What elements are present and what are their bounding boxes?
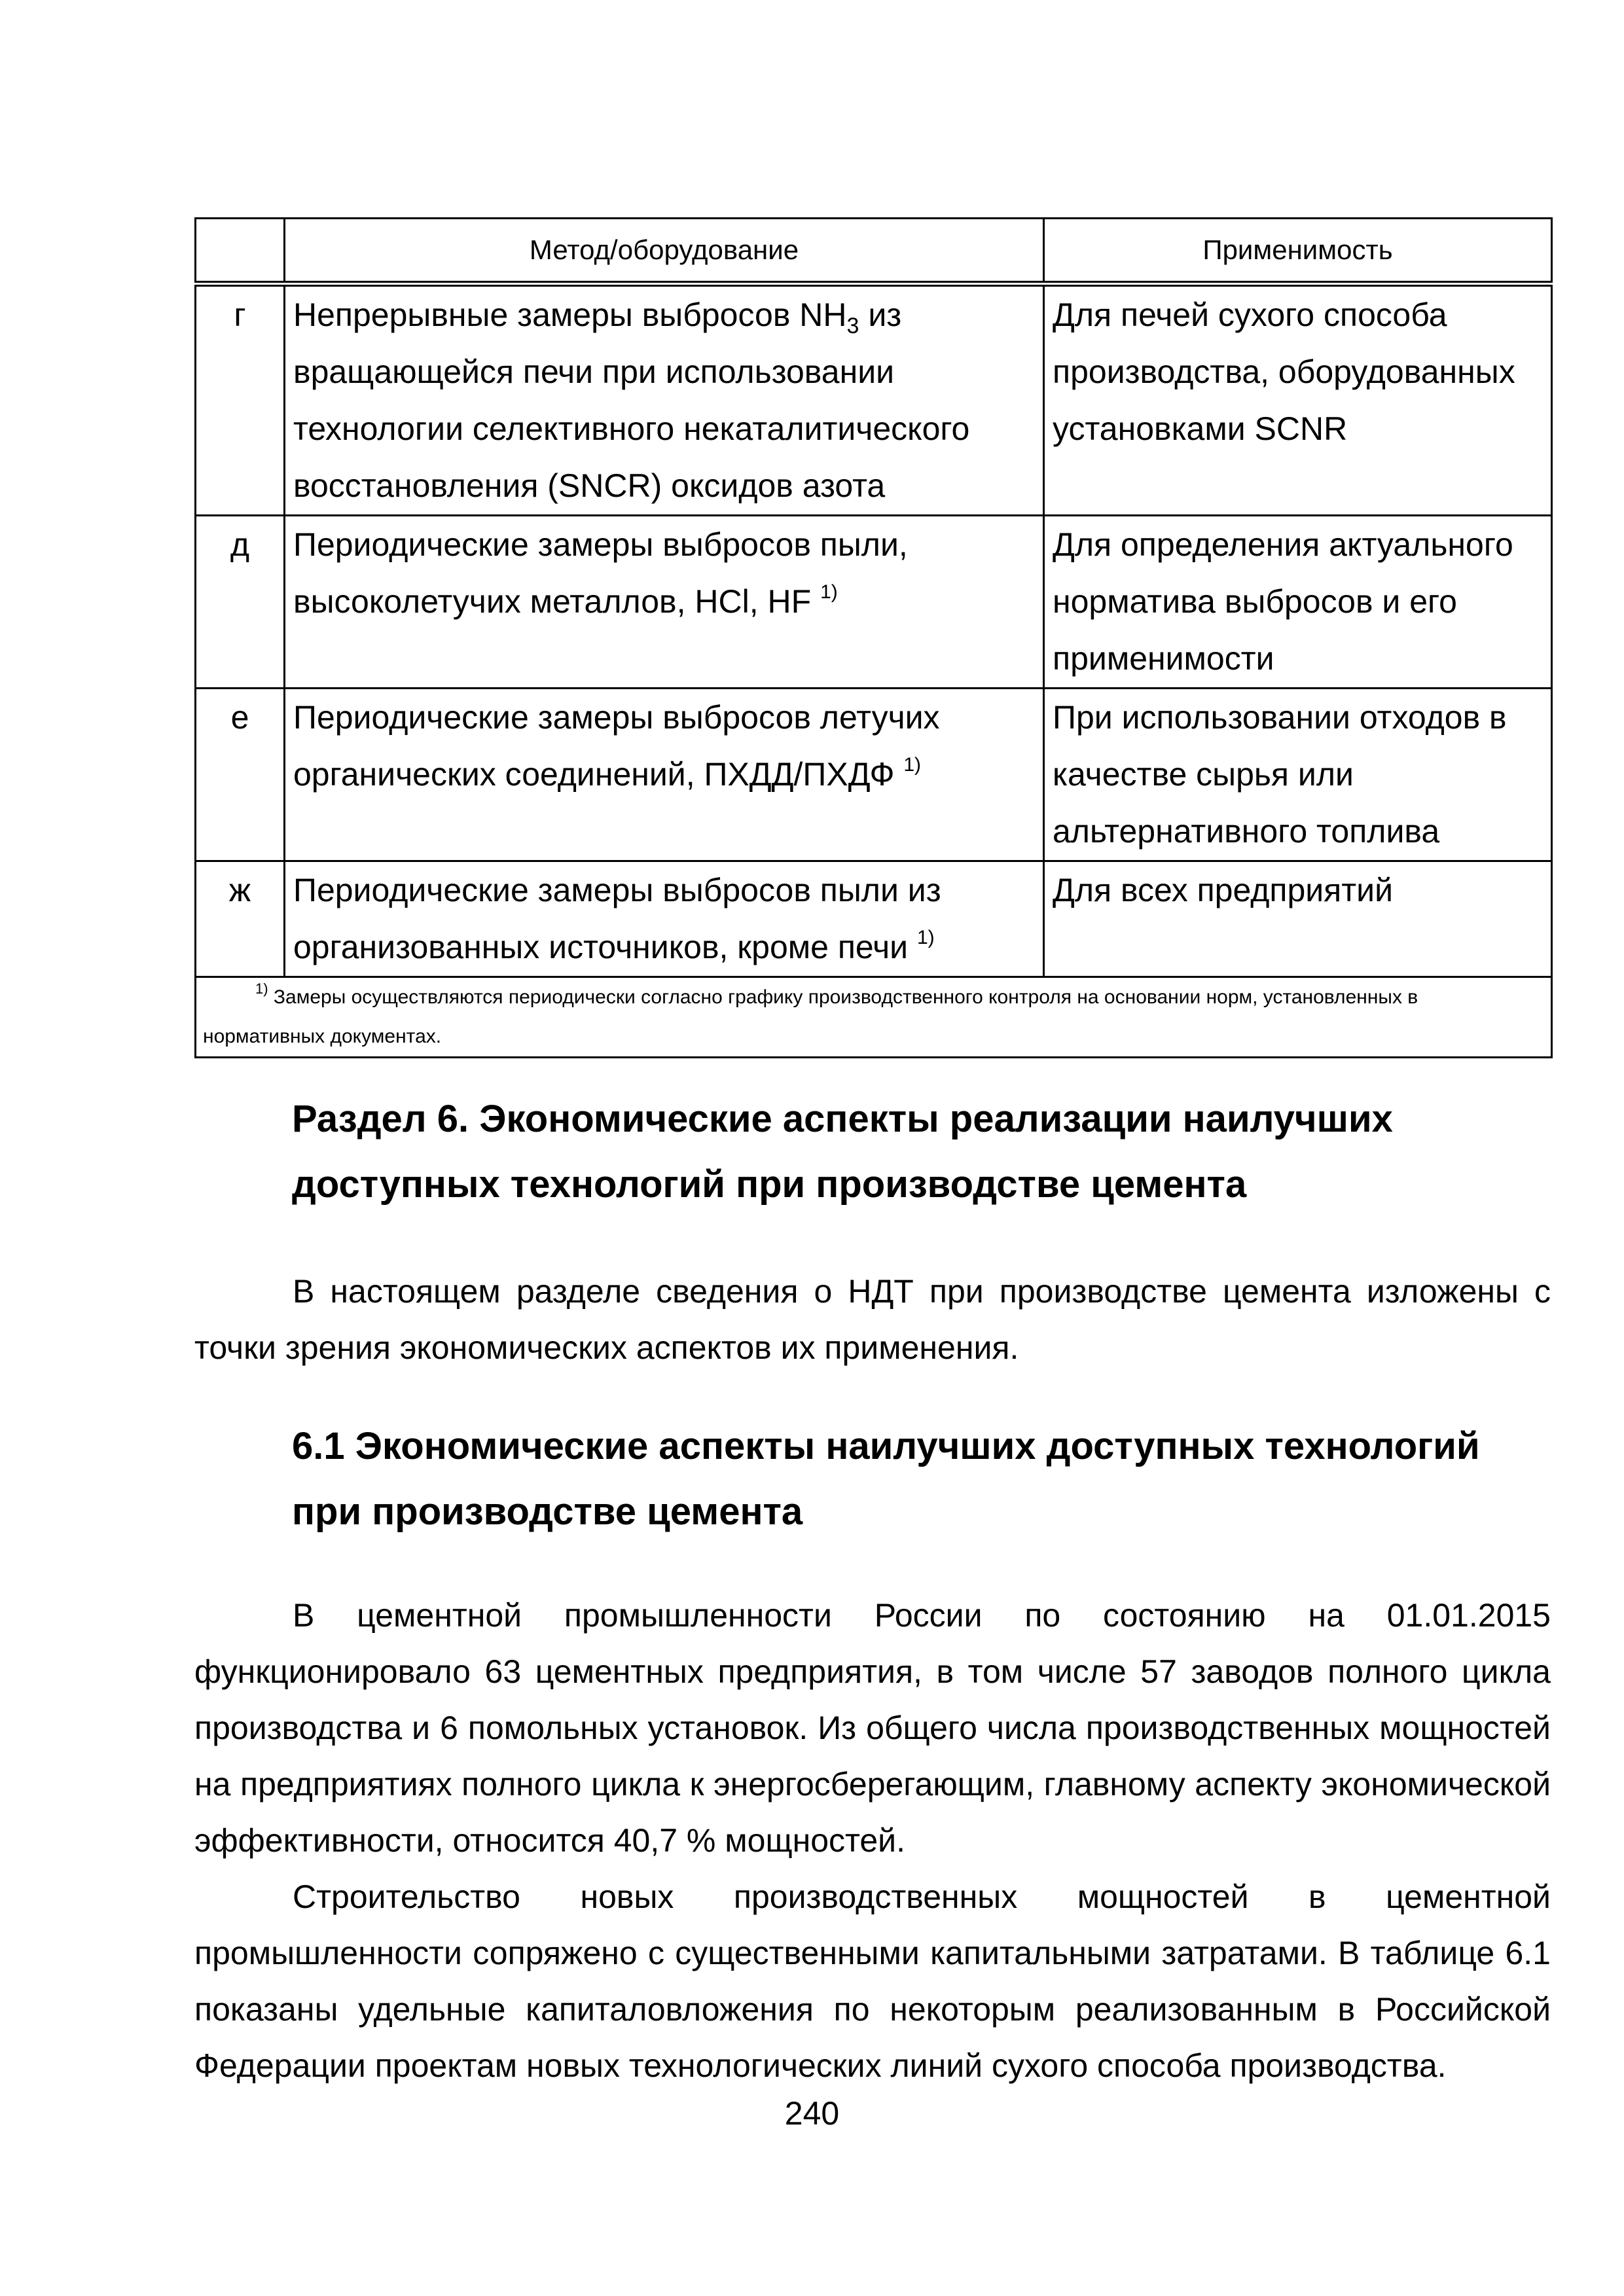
monitoring-methods-table (194, 217, 1553, 1058)
paragraph-1: В цементной промышленности России по состоянию на 01.01.2015 функционировало 63 цементных предприятия, в том числе 57 заводов полного цикла производства и 6 помольных установок. Из общего числа производственных мощностей на предприятиях полного цикла к энергосберегающим, главному аспекту экономической эффективности, относится 40,7 % мощностей. (194, 1597, 1551, 1859)
table-footnote: $^{1)}$ Замеры осуществляются периодически согласно графику производственного контроля на основании норм, установленных в нормативных документах. (196, 977, 1552, 1058)
row-method: Периодические замеры выбросов пыли, высоколетучих металлов, HCl, HF $^{1)}$ (285, 516, 1044, 689)
subsection-heading: 6.1 Экономические аспекты наилучших доступных технологий при производстве цемента (292, 1425, 1480, 1533)
row-method: Непрерывные замеры выбросов $NH_3$ из вращающейся печи при использовании технологии селективного некаталитического восстановления (SNCR) оксидов азота (285, 284, 1044, 516)
row-letter: г (196, 284, 285, 516)
row-letter: д (196, 516, 285, 689)
row-letter: е (196, 689, 285, 861)
header-applicability: Применимость (1044, 219, 1552, 284)
footnote-ref: 1) (820, 581, 838, 603)
header-letter (196, 219, 285, 284)
paragraph-2: Строительство новых производственных мощностей в цементной промышленности сопряжено с существенными капитальными затратами. В таблице 6.1 показаны удельные капиталовложения по некоторым реализованным в Российской Федерации проектам новых технологических линий сухого способа производства. (194, 1878, 1551, 2084)
footnote-ref: 1) (903, 754, 922, 776)
row-letter: ж (196, 861, 285, 977)
row-method: Периодические замеры выбросов пыли из организованных источников, кроме печи $^{1)}$ (285, 861, 1044, 977)
section-heading: Раздел 6. Экономические аспекты реализации наилучших доступных технологий при производстве цемента (292, 1098, 1393, 1206)
row-applicability: При использовании отходов в качестве сырья или альтернативного топлива (1044, 689, 1552, 861)
row-method: Периодические замеры выбросов летучих органических соединений, ПХДД/ПХДФ $^{1)}$ (285, 689, 1044, 861)
footnote-ref: 1) (916, 927, 935, 949)
table-row (196, 689, 1552, 861)
row-applicability: Для всех предприятий (1044, 861, 1552, 977)
row-applicability: Для определения актуального норматива выбросов и его применимости (1044, 516, 1552, 689)
row-applicability: Для печей сухого способа производства, оборудованных установками SCNR (1044, 284, 1552, 516)
table-row (196, 516, 1552, 689)
table-row (196, 284, 1552, 516)
table-row (196, 861, 1552, 977)
page-number: 240 (784, 2095, 840, 2132)
section-intro: В настоящем разделе сведения о НДТ при производстве цемента изложены с точки зрения экономических аспектов их применения. (194, 1273, 1551, 1366)
table-header-row (196, 219, 1552, 284)
table-footnote-row (196, 977, 1552, 1058)
header-method: Метод/оборудование (285, 219, 1044, 284)
